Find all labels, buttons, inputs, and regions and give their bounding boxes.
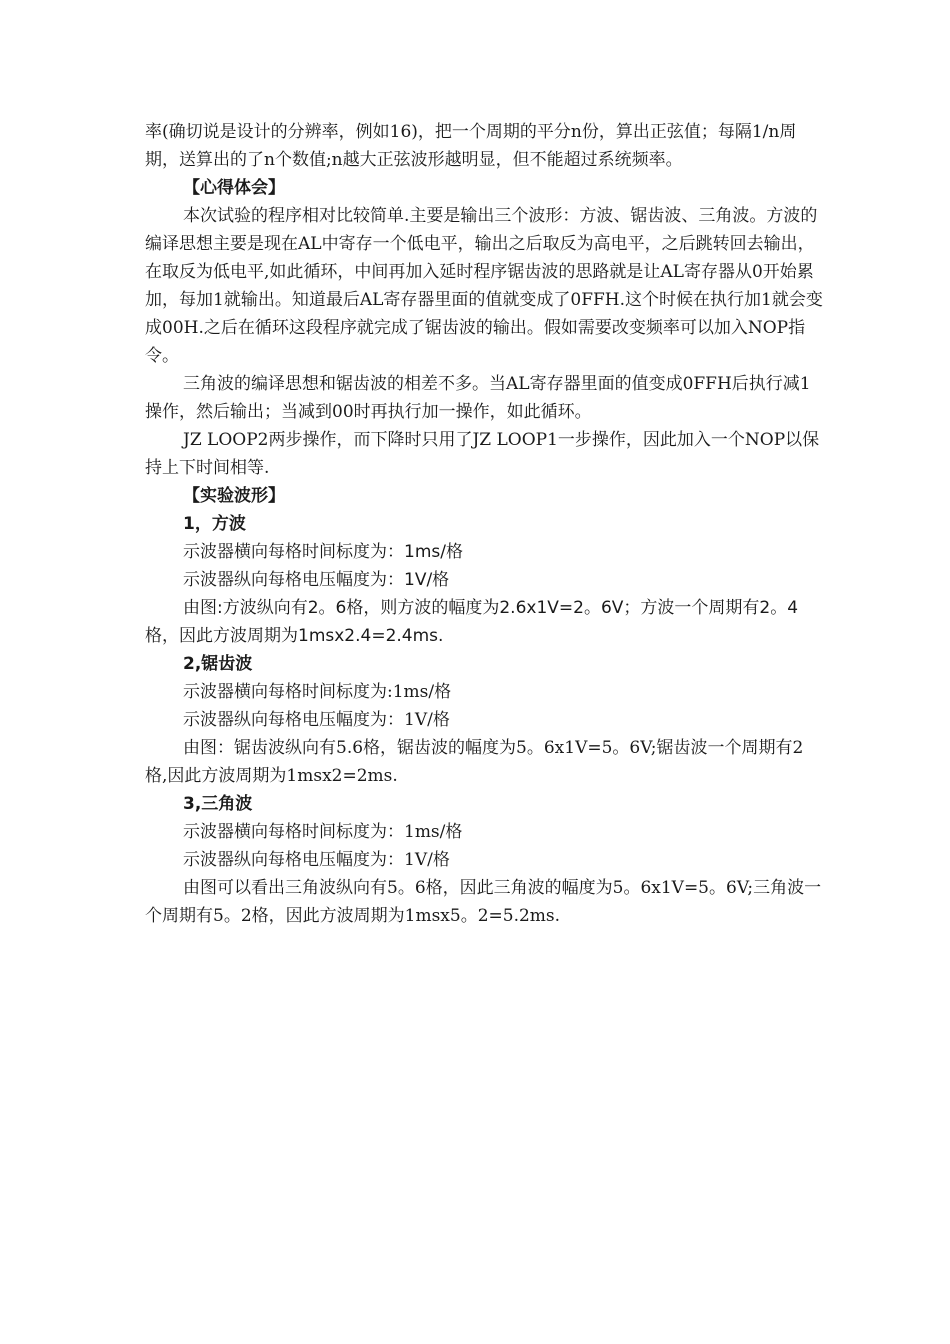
sawtooth-vertical-scale: 示波器纵向每格电压幅度为：1V/格 [183,710,450,730]
square-wave-title: 1，方波 [183,514,246,534]
experience-paragraph-3: JZ LOOP2两步操作，而下降时只用了JZ LOOP1一步操作，因此加入一个NOP以保持上下时间相等. [145,430,820,478]
triangle-vertical-scale: 示波器纵向每格电压幅度为：1V/格 [183,850,450,870]
square-analysis: 由图:方波纵向有2。6格，则方波的幅度为2.6x1V=2。6V；方波一个周期有2。4格，因此方波周期为1msx2.4=2.4ms. [145,598,799,646]
square-vertical-scale: 示波器纵向每格电压幅度为：1V/格 [183,570,450,590]
sawtooth-analysis: 由图：锯齿波纵向有5.6格，锯齿波的幅度为5。6x1V=5。6V;锯齿波一个周期有2格,因此方波周期为1msx2=2ms. [145,738,804,786]
triangle-wave-title: 3,三角波 [183,794,253,814]
waveforms-heading: 【实验波形】 [183,486,285,506]
document-body [145,118,825,930]
triangle-horizontal-scale: 示波器横向每格时间标度为：1ms/格 [183,822,463,842]
square-horizontal-scale: 示波器横向每格时间标度为：1ms/格 [183,542,463,562]
experience-heading: 【心得体会】 [183,178,285,198]
sawtooth-wave-title: 2,锯齿波 [183,654,253,674]
intro-paragraph: 率(确切说是设计的分辨率，例如16)，把一个周期的平分n份，算出正弦值；每隔1/n周期，送算出的了n个数值;n越大正弦波形越明显，但不能超过系统频率。 [145,122,797,170]
experience-paragraph-1: 本次试验的程序相对比较简单.主要是输出三个波形：方波、锯齿波、三角波。方波的编译思想主要是现在AL中寄存一个低电平，输出之后取反为高电平，之后跳转回去输出，在取反为低电平,如此循环，中间再加入延时程序锯齿波的思路就是让AL寄存器从0开始累加，每加1就输出。知道最后AL寄存器里面的值就变成了0FFH.这个时候在执行加1就会变成00H.之后在循环这段程序就完成了锯齿波的输出。假如需要改变频率可以加入NOP指令。 [145,206,823,366]
experience-paragraph-2: 三角波的编译思想和锯齿波的相差不多。当AL寄存器里面的值变成0FFH后执行减1操作，然后输出；当减到00时再执行加一操作，如此循环。 [145,374,811,422]
triangle-analysis: 由图可以看出三角波纵向有5。6格，因此三角波的幅度为5。6x1V=5。6V;三角波一个周期有5。2格，因此方波周期为1msx5。2=5.2ms. [145,878,822,926]
sawtooth-horizontal-scale: 示波器横向每格时间标度为:1ms/格 [183,682,452,702]
